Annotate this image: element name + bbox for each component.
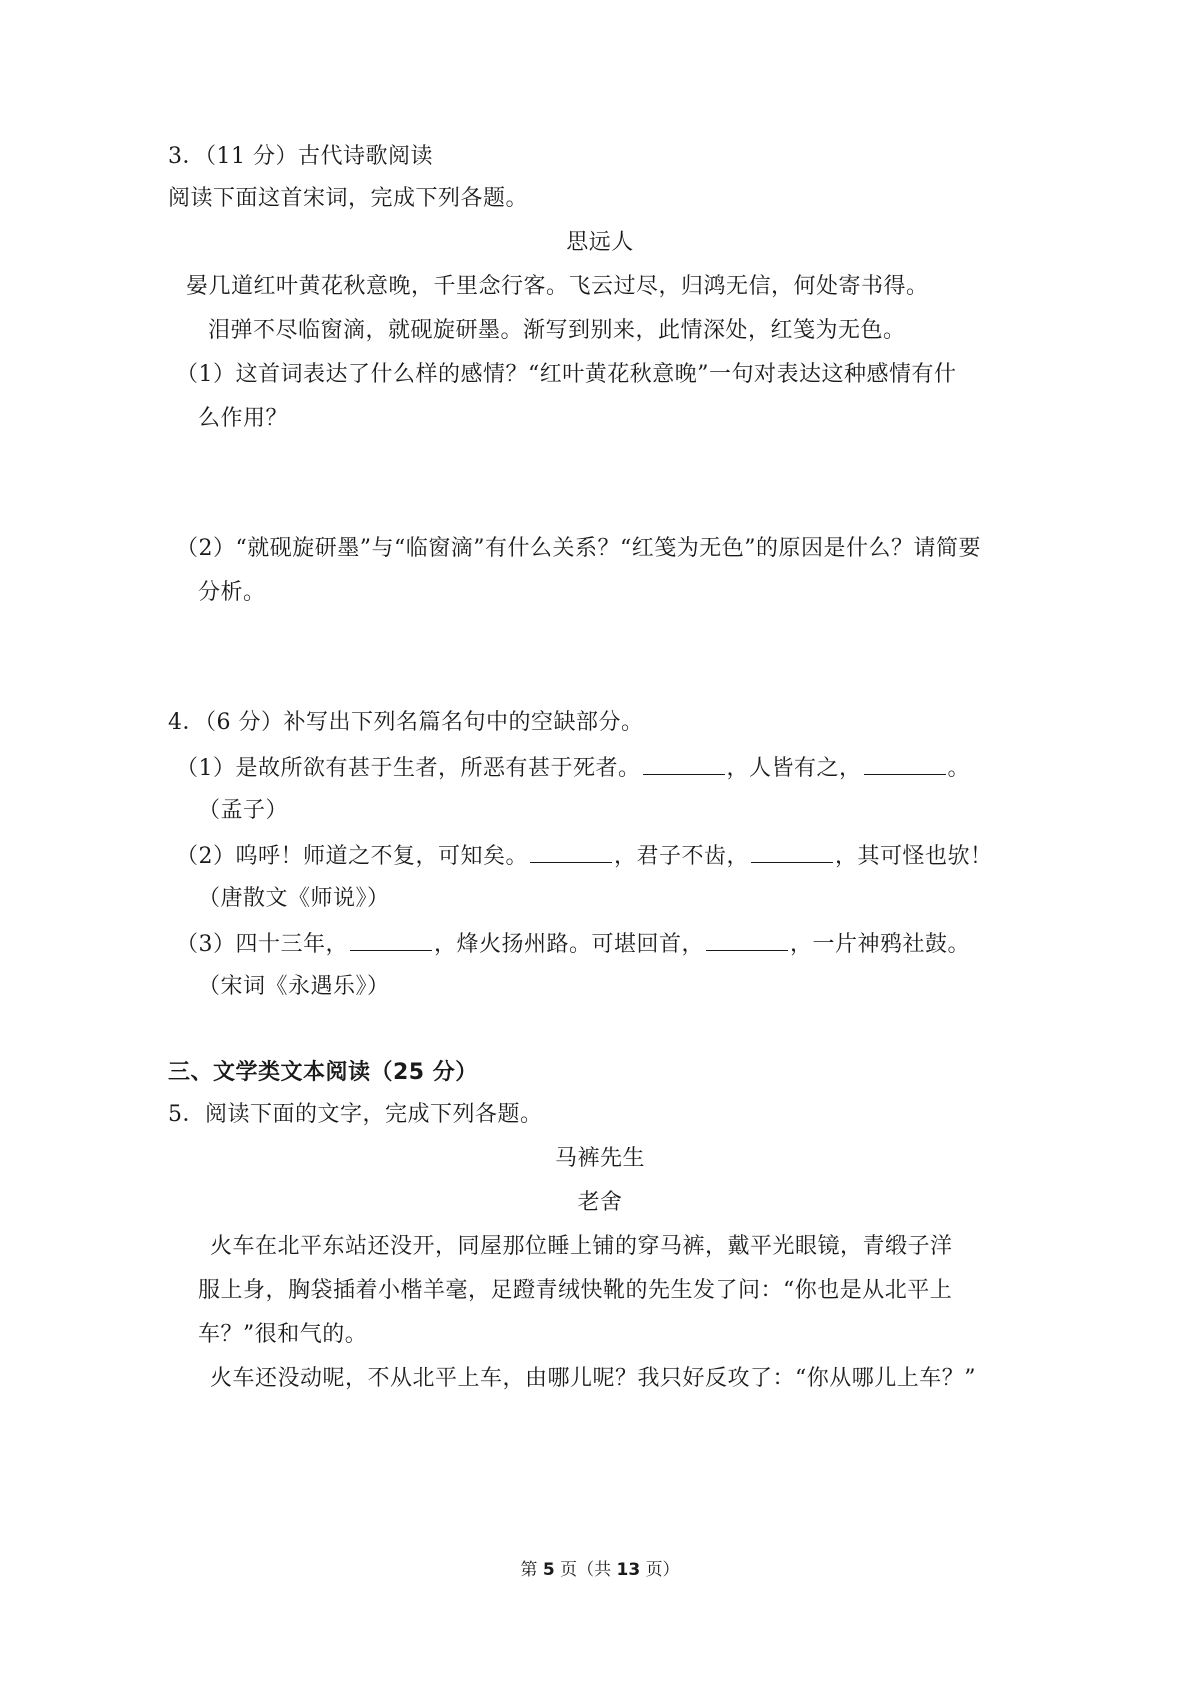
q5-heading: 5．阅读下面的文字，完成下列各题。: [168, 1102, 543, 1127]
footer-middle: 页（共: [560, 1560, 612, 1580]
q3-heading: 3．（11 分）古代诗歌阅读: [168, 144, 433, 169]
footer-total-pages: 13: [616, 1560, 641, 1580]
page-footer: [0, 1558, 1200, 1582]
fill-blank[interactable]: [706, 928, 788, 951]
q4-item-3: [176, 928, 970, 960]
para-1-line-1: 火车在北平东站还没开，同屋那位睡上铺的穿马裤，戴平光眼镜，青缎子洋: [210, 1234, 953, 1259]
para-2-line-1: 火车还没动呢，不从北平上车，由哪儿呢？我只好反攻了：“你从哪儿上车？”: [210, 1366, 976, 1391]
q4-item-2-text-b: ，君子不齿，: [614, 844, 750, 869]
q4-item-3-text-a: （3）四十三年，: [176, 932, 348, 957]
para-1-line-2: 服上身，胸袋插着小楷羊毫，足蹬青绒快靴的先生发了问：“你也是从北平上: [198, 1278, 953, 1303]
poem-line-1: 晏几道红叶黄花秋意晚，千里念行客。飞云过尽，归鸿无信，何处寄书得。: [186, 274, 929, 299]
poem-line-2: 泪弹不尽临窗滴，就砚旋研墨。渐写到别来，此情深处，红笺为无色。: [208, 318, 906, 343]
para-1-line-3: 车？”很和气的。: [198, 1322, 368, 1347]
q4-item-1-text-c: 。: [947, 756, 971, 781]
q3-intro: 阅读下面这首宋词，完成下列各题。: [168, 186, 529, 211]
q4-item-1: [176, 752, 970, 784]
fill-blank[interactable]: [643, 752, 725, 775]
q4-heading: 4．（6 分）补写出下列名篇名句中的空缺部分。: [168, 710, 644, 735]
section-3-heading: 三、文学类文本阅读（25 分）: [168, 1060, 478, 1085]
fill-blank[interactable]: [751, 840, 833, 863]
q3-sub2-line1: （2）“就砚旋研墨”与“临窗滴”有什么关系？“红笺为无色”的原因是什么？请简要: [176, 536, 981, 561]
q4-item-3-source: （宋词《永遇乐》）: [198, 974, 390, 999]
q4-item-1-text-a: （1）是故所欲有甚于生者，所恶有甚于死者。: [176, 756, 641, 781]
q4-item-1-source: （孟子）: [198, 798, 289, 823]
q3-sub1-line1: （1）这首词表达了什么样的感情？“红叶黄花秋意晚”一句对表达这种感情有什: [176, 362, 957, 387]
q4-item-2: [176, 840, 993, 872]
fill-blank[interactable]: [350, 928, 432, 951]
fill-blank[interactable]: [530, 840, 612, 863]
poem-title: 思远人: [566, 230, 634, 255]
q4-item-2-text-a: （2）呜呼！师道之不复，可知矣。: [176, 844, 528, 869]
q4-item-3-text-c: ，一片神鸦社鼓。: [790, 932, 971, 957]
q3-sub2-line2: 分析。: [198, 580, 266, 605]
q4-item-2-text-c: ，其可怪也欤！: [835, 844, 993, 869]
q4-item-1-text-b: ，人皆有之，: [726, 756, 862, 781]
q4-item-3-text-b: ，烽火扬州路。可堪回首，: [434, 932, 705, 957]
footer-prefix: 第: [520, 1560, 538, 1580]
footer-page-number: 5: [542, 1560, 555, 1580]
q4-item-2-source: （唐散文《师说》）: [198, 886, 390, 911]
footer-suffix: 页）: [645, 1560, 680, 1580]
fill-blank[interactable]: [864, 752, 946, 775]
story-title: 马裤先生: [554, 1146, 645, 1171]
q3-sub1-line2: 么作用？: [198, 406, 289, 431]
story-author: 老舍: [577, 1190, 623, 1215]
